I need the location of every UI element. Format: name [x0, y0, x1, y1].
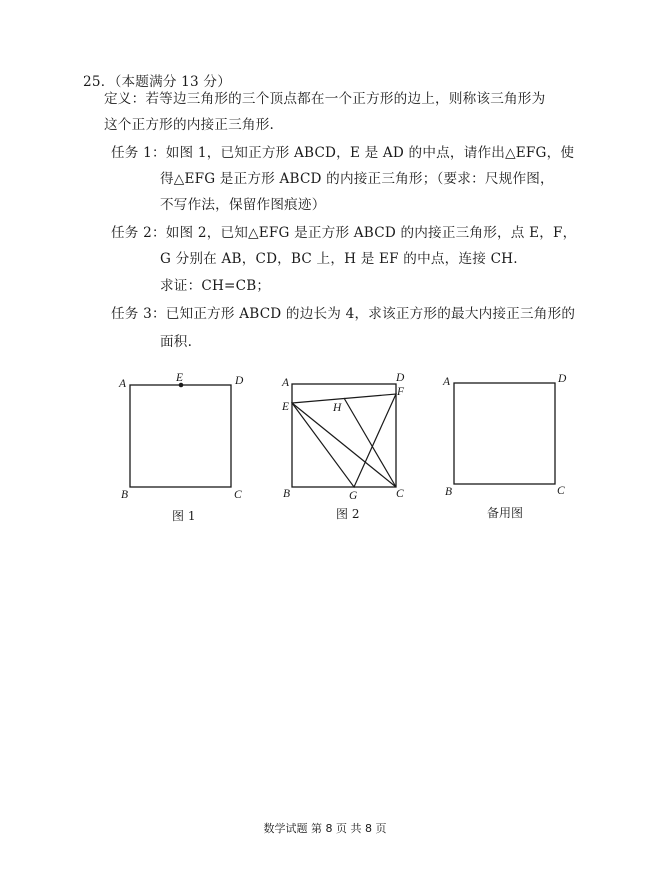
fig2-label-e: E: [282, 401, 290, 413]
fig1-label-d: D: [235, 375, 244, 387]
task2-line-1: 任务 2：如图 2，已知△EFG 是正方形 ABCD 的内接正三角形，点 E，F，: [111, 225, 577, 241]
page-footer: 数学试题 第 8 页 共 8 页: [263, 822, 387, 835]
task1-line-1: 任务 1：如图 1，已知正方形 ABCD，E 是 AD 的中点，请作出△EFG，使: [111, 145, 575, 161]
fig2-label-d: D: [396, 372, 405, 384]
square-abcd-fig1: [130, 385, 231, 487]
fig3-label-c: C: [557, 485, 565, 497]
task1-line-3: 不写作法，保留作图痕迹）: [160, 197, 326, 213]
task3-line-2: 面积.: [160, 334, 193, 350]
definition-line-1: 定义：若等边三角形的三个顶点都在一个正方形的边上，则称该三角形为: [104, 91, 546, 107]
task1-line-2: 得△EFG 是正方形 ABCD 的内接正三角形；（要求：尺规作图，: [160, 171, 554, 187]
fig1-label-c: C: [234, 489, 242, 501]
fig1-label-a: A: [119, 378, 127, 390]
fig2-label-f: F: [397, 386, 405, 398]
task2-line-3: 求证：CH=CB；: [160, 278, 271, 294]
fig3-label-d: D: [558, 373, 567, 385]
figure-2-caption: 图 2: [336, 507, 360, 521]
problem-header: 25．（本题满分 13 分）: [83, 74, 231, 90]
fig2-label-b: B: [283, 488, 291, 500]
fig2-label-c: C: [396, 488, 404, 500]
definition-line-2: 这个正方形的内接正三角形.: [104, 117, 275, 133]
figure-1: [118, 372, 244, 501]
square-abcd-backup: [454, 383, 555, 484]
fig2-label-a: A: [282, 377, 290, 389]
fig3-label-a: A: [443, 376, 451, 388]
task3-line-1: 任务 3：已知正方形 ABCD 的边长为 4，求该正方形的最大内接正三角形的: [111, 306, 576, 322]
triangle-efg: [292, 394, 396, 487]
figure-2: [281, 372, 405, 502]
fig2-label-g: G: [349, 490, 358, 502]
task2-line-2: G 分别在 AB，CD，BC 上，H 是 EF 的中点，连接 CH.: [160, 251, 518, 267]
fig1-label-b: B: [121, 489, 129, 501]
fig3-label-b: B: [445, 486, 453, 498]
figure-backup: [442, 373, 567, 498]
figure-1-caption: 图 1: [172, 509, 196, 523]
fig1-label-e: E: [176, 372, 184, 384]
fig2-label-h: H: [333, 402, 342, 414]
figure-backup-caption: 备用图: [487, 506, 524, 520]
square-abcd-fig2: [292, 384, 396, 487]
